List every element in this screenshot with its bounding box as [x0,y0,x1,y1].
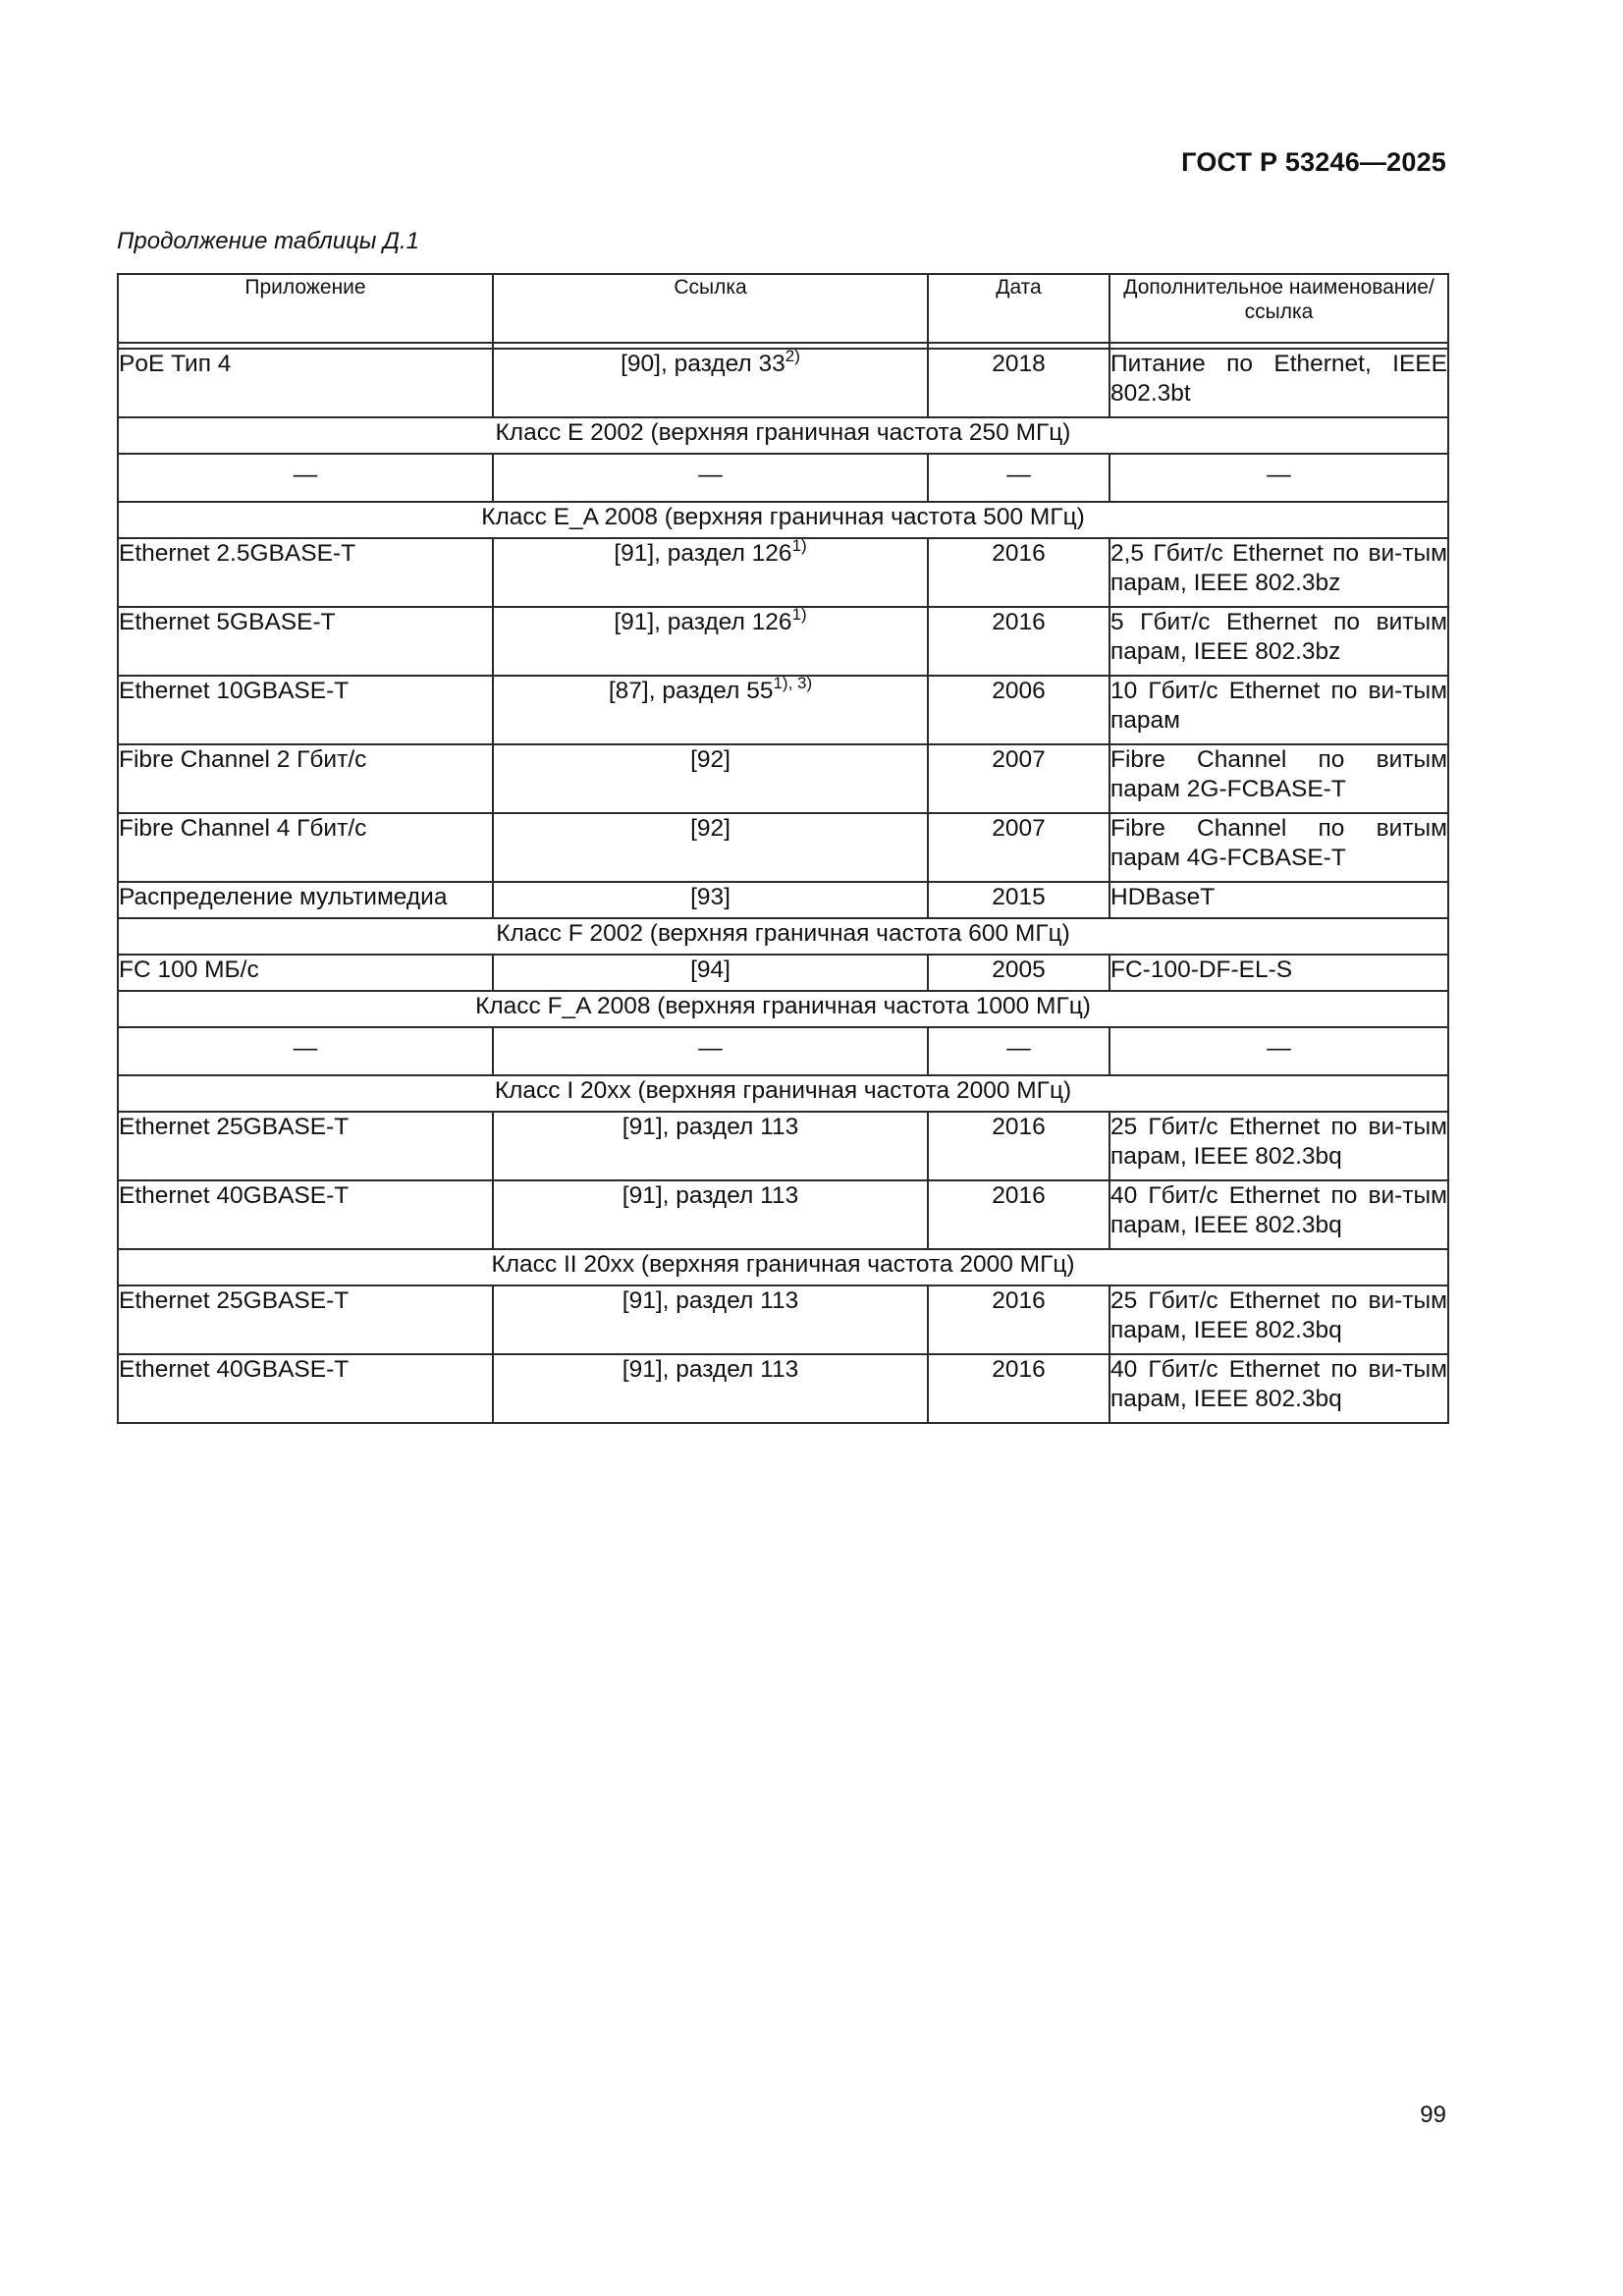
date-cell: 2016 [928,607,1109,676]
table-row [118,1354,1448,1423]
date-cell: 2016 [928,1112,1109,1180]
application-cell: Ethernet 40GBASE-T [118,1180,493,1249]
date-cell: 2016 [928,1354,1109,1423]
application-cell: Fibre Channel 4 Гбит/с [118,813,493,882]
extra-name-cell: FC-100-DF-EL-S [1109,955,1448,991]
footnote-marker: 1) [791,535,807,555]
application-cell: Ethernet 40GBASE-T [118,1354,493,1423]
table-header-row [118,274,1448,343]
reference-text: [91], раздел 113 [622,1114,799,1140]
application-cell: FC 100 МБ/с [118,955,493,991]
reference-cell [493,535,928,607]
dash-cell: — [118,454,493,502]
date-cell: 2016 [928,1285,1109,1354]
dash-cell: — [928,1027,1109,1075]
extra-name-cell: 25 Гбит/с Ethernet по ви-тым парам, IEEE 802.3bq [1109,1285,1448,1354]
dash-row [118,454,1448,502]
footnote-marker: 1) [791,604,807,624]
class-heading: Класс E 2002 (верхняя граничная частота 250 МГц) [118,417,1448,454]
class-row [118,1249,1448,1285]
date-cell: 2006 [928,676,1109,744]
class-heading: Класс F_A 2008 (верхняя граничная частота 1000 МГц) [118,991,1448,1027]
document-code: ГОСТ Р 53246—2025 [1181,147,1446,177]
extra-name-cell: 40 Гбит/с Ethernet по ви-тым парам, IEEE 802.3bq [1109,1354,1448,1423]
column-header-date: Дата [928,274,1109,343]
reference-table [117,273,1449,1424]
dash-cell: — [118,1027,493,1075]
reference-cell [493,604,928,676]
table-row [118,349,1448,417]
date-cell: 2016 [928,538,1109,607]
dash-cell: — [1109,454,1448,502]
reference-cell [493,1354,928,1423]
reference-cell [493,813,928,882]
reference-cell [493,744,928,813]
class-row [118,502,1448,538]
date-cell: 2016 [928,1180,1109,1249]
extra-name-cell: 5 Гбит/с Ethernet по витым парам, IEEE 802.3bz [1109,607,1448,676]
dash-cell: — [493,454,928,502]
class-row [118,991,1448,1027]
extra-name-cell: HDBaseT [1109,882,1448,918]
table-caption: Продолжение таблицы Д.1 [117,228,420,254]
date-cell: 2015 [928,882,1109,918]
application-cell: Ethernet 25GBASE-T [118,1112,493,1180]
extra-name-cell: 10 Гбит/с Ethernet по ви-тым парам [1109,676,1448,744]
class-row [118,918,1448,955]
date-cell: 2007 [928,813,1109,882]
table-row [118,1285,1448,1354]
extra-name-cell: 25 Гбит/с Ethernet по ви-тым парам, IEEE 802.3bq [1109,1112,1448,1180]
column-header-extra: Дополнительное наименование/ссылка [1109,274,1448,343]
application-cell: Ethernet 10GBASE-T [118,676,493,744]
reference-text: [91], раздел 113 [622,1182,799,1209]
table-row [118,1112,1448,1180]
class-heading: Класс E_A 2008 (верхняя граничная частота 500 МГц) [118,502,1448,538]
class-row [118,417,1448,454]
table-row [118,1180,1448,1249]
extra-name-cell: Fibre Channel по витым парам 2G-FCBASE-T [1109,744,1448,813]
class-heading: Класс F 2002 (верхняя граничная частота 600 МГц) [118,918,1448,955]
table-row [118,744,1448,813]
reference-text: [92] [690,746,730,773]
reference-text: [87], раздел 55 [608,678,774,704]
reference-cell [493,882,928,918]
reference-cell [493,1180,928,1249]
dash-cell: — [1109,1027,1448,1075]
extra-name-cell: Fibre Channel по витым парам 4G-FCBASE-T [1109,813,1448,882]
application-cell: Ethernet 25GBASE-T [118,1285,493,1354]
reference-cell [493,673,928,744]
extra-name-cell: Питание по Ethernet, IEEE 802.3bt [1109,349,1448,417]
application-cell: PoE Тип 4 [118,349,493,417]
class-row [118,1075,1448,1112]
column-header-application: Приложение [118,274,493,343]
class-heading: Класс II 20xx (верхняя граничная частота 2000 МГц) [118,1249,1448,1285]
footnote-marker: 1), 3) [773,673,813,692]
application-cell: Fibre Channel 2 Гбит/с [118,744,493,813]
extra-name-cell: 2,5 Гбит/с Ethernet по ви-тым парам, IEEE 802.3bz [1109,538,1448,607]
dash-cell: — [493,1027,928,1075]
extra-name-cell: 40 Гбит/с Ethernet по ви-тым парам, IEEE 802.3bq [1109,1180,1448,1249]
reference-cell [493,955,928,991]
dash-cell: — [928,454,1109,502]
reference-text: [91], раздел 113 [622,1356,799,1383]
table-row [118,607,1448,676]
reference-cell [493,1112,928,1180]
date-cell: 2007 [928,744,1109,813]
table-row [118,955,1448,991]
reference-cell [493,1285,928,1354]
page-number: 99 [1420,2102,1446,2128]
reference-text: [93] [690,884,730,910]
footnote-marker: 2) [784,346,800,365]
reference-text: [92] [690,815,730,842]
date-cell: 2005 [928,955,1109,991]
table-body [118,346,1448,1423]
table-row [118,676,1448,744]
reference-text: [94] [690,957,730,983]
table-row [118,813,1448,882]
table-row [118,882,1448,918]
application-cell: Распределение мультимедиа [118,882,493,918]
application-cell: Ethernet 5GBASE-T [118,607,493,676]
column-header-reference: Ссылка [493,274,928,343]
reference-text: [91], раздел 126 [614,609,792,635]
reference-text: [91], раздел 126 [614,540,792,567]
class-heading: Класс I 20xx (верхняя граничная частота 2000 МГц) [118,1075,1448,1112]
reference-cell [493,346,928,417]
date-cell: 2018 [928,349,1109,417]
table-row [118,538,1448,607]
application-cell: Ethernet 2.5GBASE-T [118,538,493,607]
reference-text: [90], раздел 33 [621,351,785,377]
reference-text: [91], раздел 113 [622,1287,799,1314]
dash-row [118,1027,1448,1075]
